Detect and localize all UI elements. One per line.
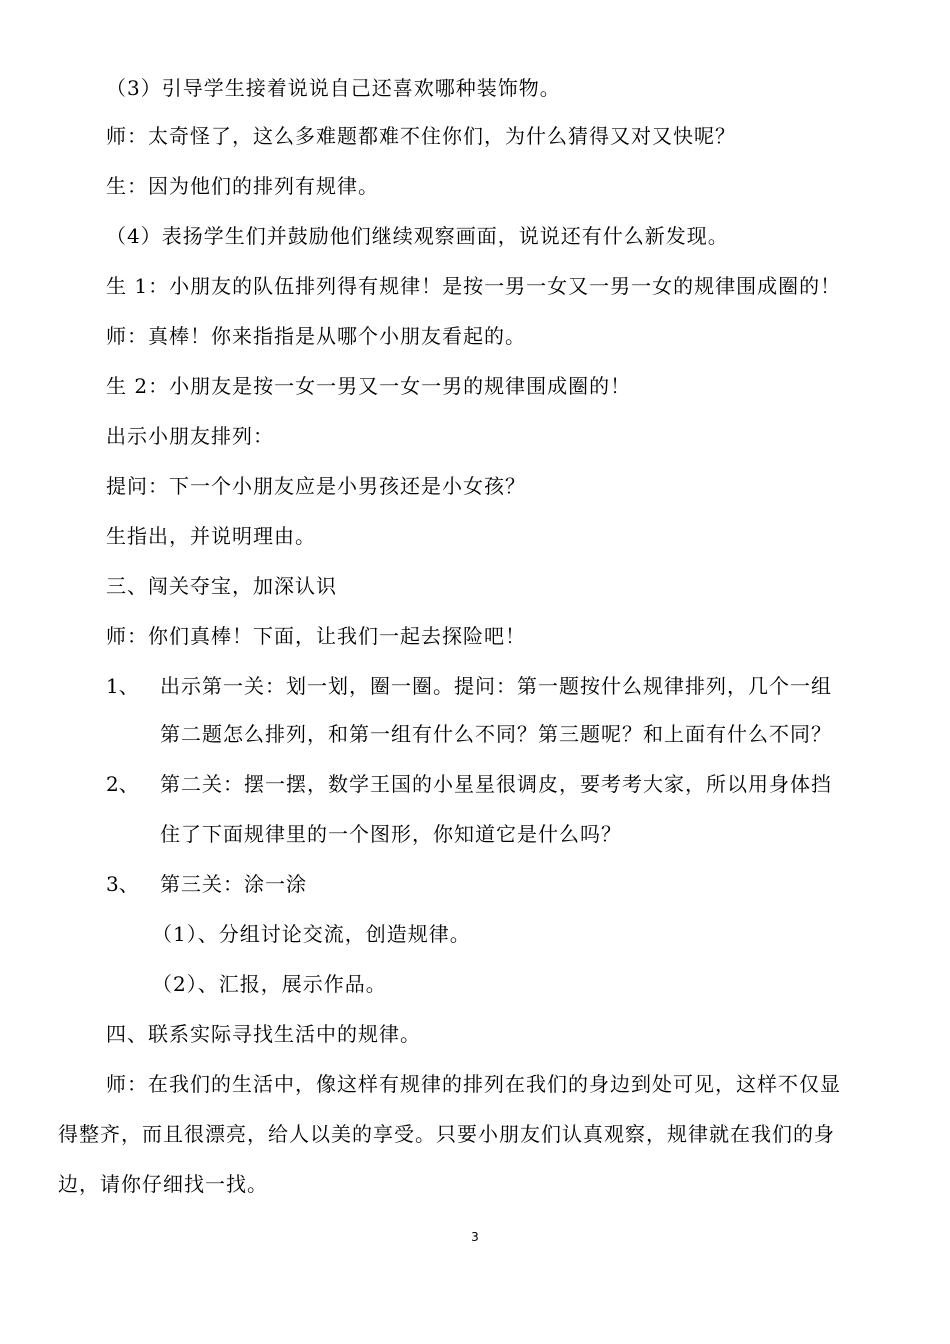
list-item-2-line-2: 住了下面规律里的一个图形，你知道它是什么吗？ bbox=[160, 822, 622, 846]
section-heading-three: 三、闯关夺宝，加深认识 bbox=[106, 574, 337, 598]
sub-item-2: （2）、汇报，展示作品。 bbox=[152, 972, 387, 996]
paragraph-3: 生：因为他们的排列有规律。 bbox=[106, 174, 379, 198]
paragraph-12: 师：你们真棒！下面，让我们一起去探险吧！ bbox=[106, 624, 526, 648]
closing-line-3: 边，请你仔细找一找。 bbox=[58, 1172, 268, 1196]
sub-item-1: （1）、分组讨论交流，创造规律。 bbox=[152, 922, 471, 946]
paragraph-4: （4）表扬学生们并鼓励他们继续观察画面，说说还有什么新发现。 bbox=[106, 224, 729, 248]
list-number: 2、 bbox=[106, 772, 139, 796]
paragraph-2: 师：太奇怪了，这么多难题都难不住你们，为什么猜得又对又快呢？ bbox=[106, 124, 736, 148]
section-heading-four: 四、联系实际寻找生活中的规律。 bbox=[106, 1022, 421, 1046]
page-number: 3 bbox=[471, 1230, 479, 1244]
list-item-3-line-1: 第三关：涂一涂 bbox=[160, 872, 307, 896]
paragraph-5: 生 1：小朋友的队伍排列得有规律！是按一男一女又一男一女的规律围成圈的！ bbox=[106, 274, 842, 298]
paragraph-1: （3）引导学生接着说说自己还喜欢哪种装饰物。 bbox=[106, 76, 561, 100]
paragraph-6: 师：真棒！你来指指是从哪个小朋友看起的。 bbox=[106, 324, 526, 348]
list-item-2-line-1: 第二关：摆一摆，数学王国的小星星很调皮，要考考大家，所以用身体挡 bbox=[160, 772, 832, 796]
closing-line-1: 师：在我们的生活中，像这样有规律的排列在我们的身边到处可见，这样不仅显 bbox=[106, 1072, 841, 1096]
paragraph-9: 提问：下一个小朋友应是小男孩还是小女孩？ bbox=[106, 474, 526, 498]
closing-line-2: 得整齐，而且很漂亮，给人以美的享受。只要小朋友们认真观察，规律就在我们的身 bbox=[58, 1122, 835, 1146]
paragraph-10: 生指出，并说明理由。 bbox=[106, 524, 316, 548]
paragraph-7: 生 2：小朋友是按一女一男又一女一男的规律围成圈的！ bbox=[106, 374, 632, 398]
list-item-1-line-2: 第二题怎么排列，和第一组有什么不同？第三题呢？和上面有什么不同？ bbox=[160, 722, 832, 746]
list-number: 3、 bbox=[106, 872, 139, 896]
list-item-1-line-1: 出示第一关：划一划，圈一圈。提问：第一题按什么规律排列，几个一组 bbox=[160, 674, 832, 698]
paragraph-8: 出示小朋友排列： bbox=[106, 424, 274, 448]
list-number: 1、 bbox=[106, 674, 139, 698]
